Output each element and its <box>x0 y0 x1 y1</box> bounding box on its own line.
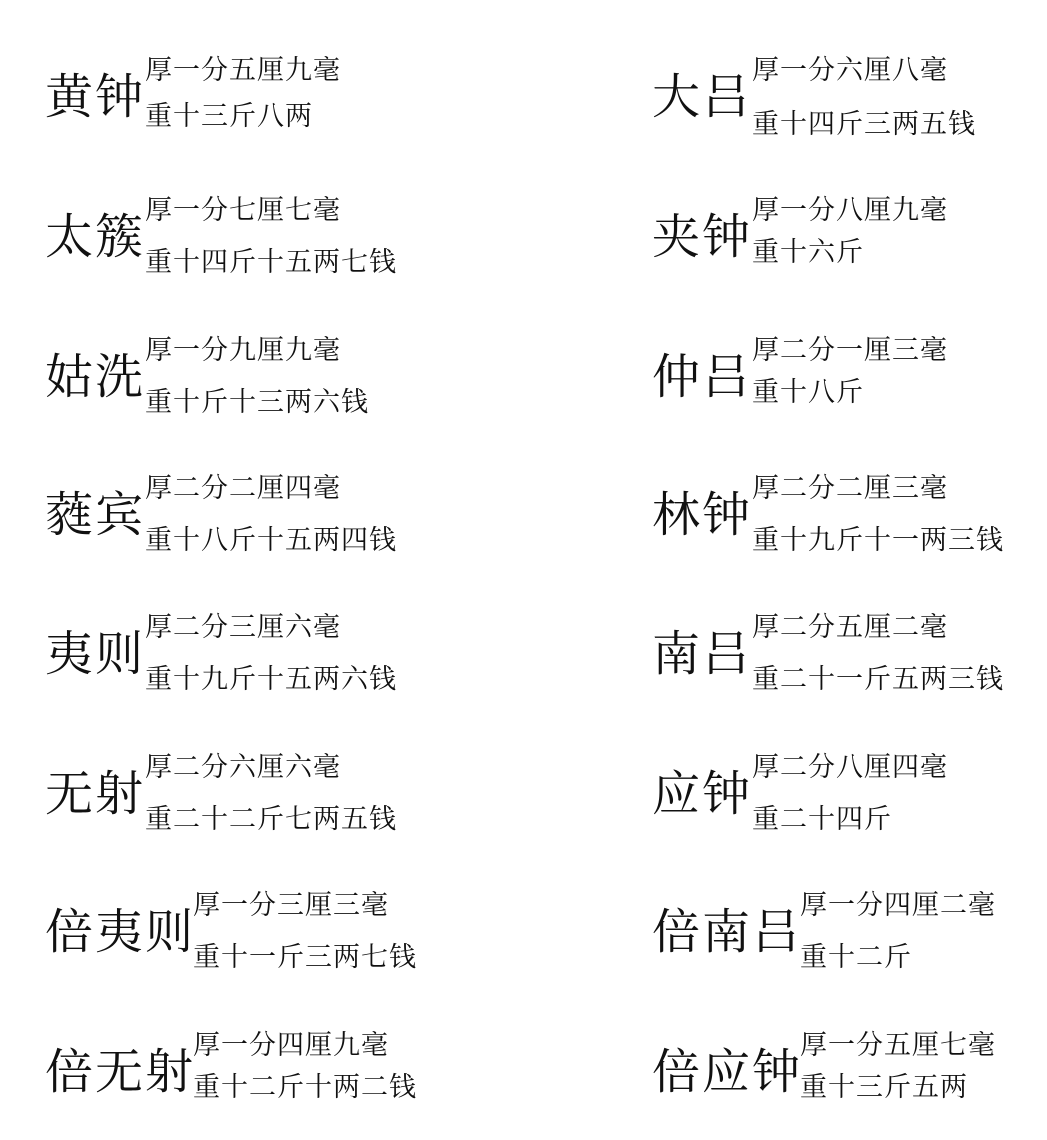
bell-name: 应钟 <box>652 766 753 822</box>
bell-weight: 重十三斤八两 <box>145 101 313 132</box>
bell-weight: 重十二斤十两二钱 <box>193 1072 417 1103</box>
bell-name: 蕤宾 <box>45 487 146 543</box>
bell-name: 太簇 <box>45 209 146 265</box>
bell-thickness: 厚二分二厘四毫 <box>145 473 341 504</box>
bell-name: 无射 <box>45 766 146 822</box>
bell-weight: 重十三斤五两 <box>800 1072 968 1103</box>
bell-thickness: 厚一分九厘九毫 <box>145 335 341 366</box>
bell-weight: 重十四斤三两五钱 <box>752 109 976 140</box>
bell-name: 大吕 <box>652 69 753 125</box>
bell-thickness: 厚二分三厘六毫 <box>145 612 341 643</box>
bell-name: 夹钟 <box>652 209 753 265</box>
bell-weight: 重十九斤十五两六钱 <box>145 664 397 695</box>
bell-thickness: 厚二分八厘四毫 <box>752 752 948 783</box>
bell-name: 倍应钟 <box>652 1044 803 1100</box>
bell-weight: 重二十一斤五两三钱 <box>752 664 1004 695</box>
bell-thickness: 厚一分四厘二毫 <box>800 890 996 921</box>
bell-weight: 重二十四斤 <box>752 804 892 835</box>
bell-thickness: 厚二分一厘三毫 <box>752 335 948 366</box>
bell-thickness: 厚一分五厘七毫 <box>800 1030 996 1061</box>
bell-weight: 重十九斤十一两三钱 <box>752 525 1004 556</box>
bell-name: 倍无射 <box>45 1044 196 1100</box>
bell-weight: 重十四斤十五两七钱 <box>145 247 397 278</box>
bell-thickness: 厚一分五厘九毫 <box>145 55 341 86</box>
bell-name: 姑洗 <box>45 349 146 405</box>
bell-weight: 重十六斤 <box>752 237 864 268</box>
bell-name: 倍南吕 <box>652 904 803 960</box>
bell-weight: 重二十二斤七两五钱 <box>145 804 397 835</box>
bell-thickness: 厚二分五厘二毫 <box>752 612 948 643</box>
bell-thickness: 厚二分六厘六毫 <box>145 752 341 783</box>
bell-name: 夷则 <box>45 626 146 682</box>
bell-thickness: 厚一分四厘九毫 <box>193 1030 389 1061</box>
bell-name: 南吕 <box>652 626 753 682</box>
bell-weight: 重十斤十三两六钱 <box>145 387 369 418</box>
bell-weight: 重十八斤 <box>752 377 864 408</box>
bell-thickness: 厚一分三厘三毫 <box>193 890 389 921</box>
bell-thickness: 厚一分六厘八毫 <box>752 55 948 86</box>
bell-name: 黄钟 <box>45 69 146 125</box>
bell-thickness: 厚一分八厘九毫 <box>752 195 948 226</box>
bell-thickness: 厚一分七厘七毫 <box>145 195 341 226</box>
bell-name: 倍夷则 <box>45 904 196 960</box>
bell-thickness: 厚二分二厘三毫 <box>752 473 948 504</box>
bell-name: 林钟 <box>652 487 753 543</box>
bell-weight: 重十一斤三两七钱 <box>193 942 417 973</box>
bell-weight: 重十二斤 <box>800 942 912 973</box>
bell-name: 仲吕 <box>652 349 753 405</box>
bell-weight: 重十八斤十五两四钱 <box>145 525 397 556</box>
